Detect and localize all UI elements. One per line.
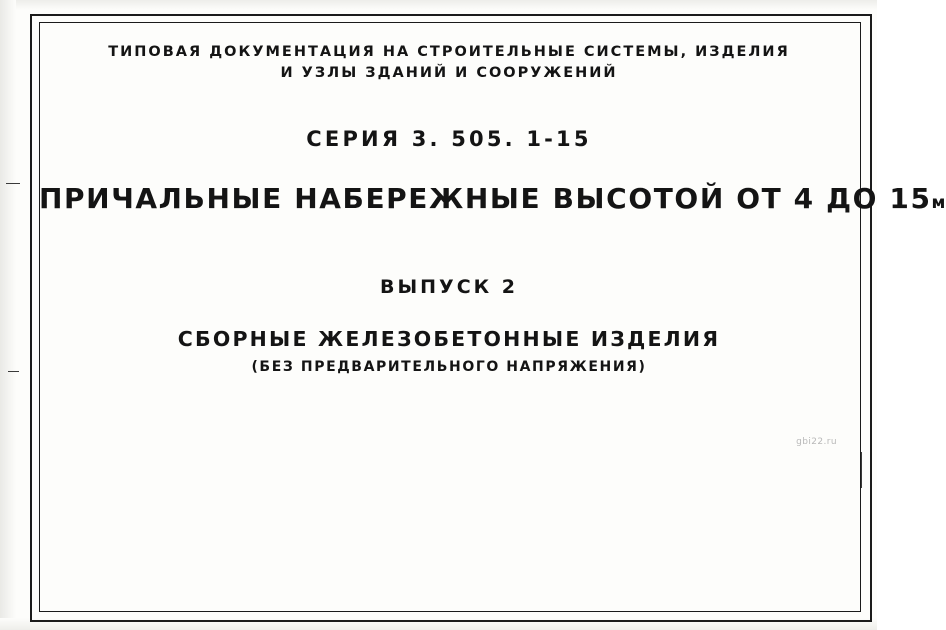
page-title-unit: м [931,193,946,213]
issue-number: ВЫПУСК 2 [379,276,519,298]
margin-tick-left-lower [8,371,19,372]
header-line-2: И УЗЛЫ ЗДАНИЙ И СООРУЖЕНИЙ [280,65,618,81]
scan-edge-left [0,0,16,630]
sheet-content [39,22,946,610]
subtitle-note: (БЕЗ ПРЕДВАРИТЕЛЬНОГО НАПРЯЖЕНИЯ) [251,359,647,375]
margin-tick-left [6,183,20,184]
subtitle: СБОРНЫЕ ЖЕЛЕЗОБЕТОННЫЕ ИЗДЕЛИЯ [177,327,721,351]
header-line-1: ТИПОВАЯ ДОКУМЕНТАЦИЯ НА СТРОИТЕЛЬНЫЕ СИСТЕМЫ, ИЗДЕЛИЯ [108,44,790,60]
series-number: СЕРИЯ 3. 505. 1-15 [306,127,592,151]
page-title [39,182,946,215]
watermark: gbi22.ru [796,437,837,447]
scan-edge-top [0,0,877,10]
page-title-text: ПРИЧАЛЬНЫЕ НАБЕРЕЖНЫЕ ВЫСОТОЙ ОТ 4 ДО 15 [39,182,932,215]
